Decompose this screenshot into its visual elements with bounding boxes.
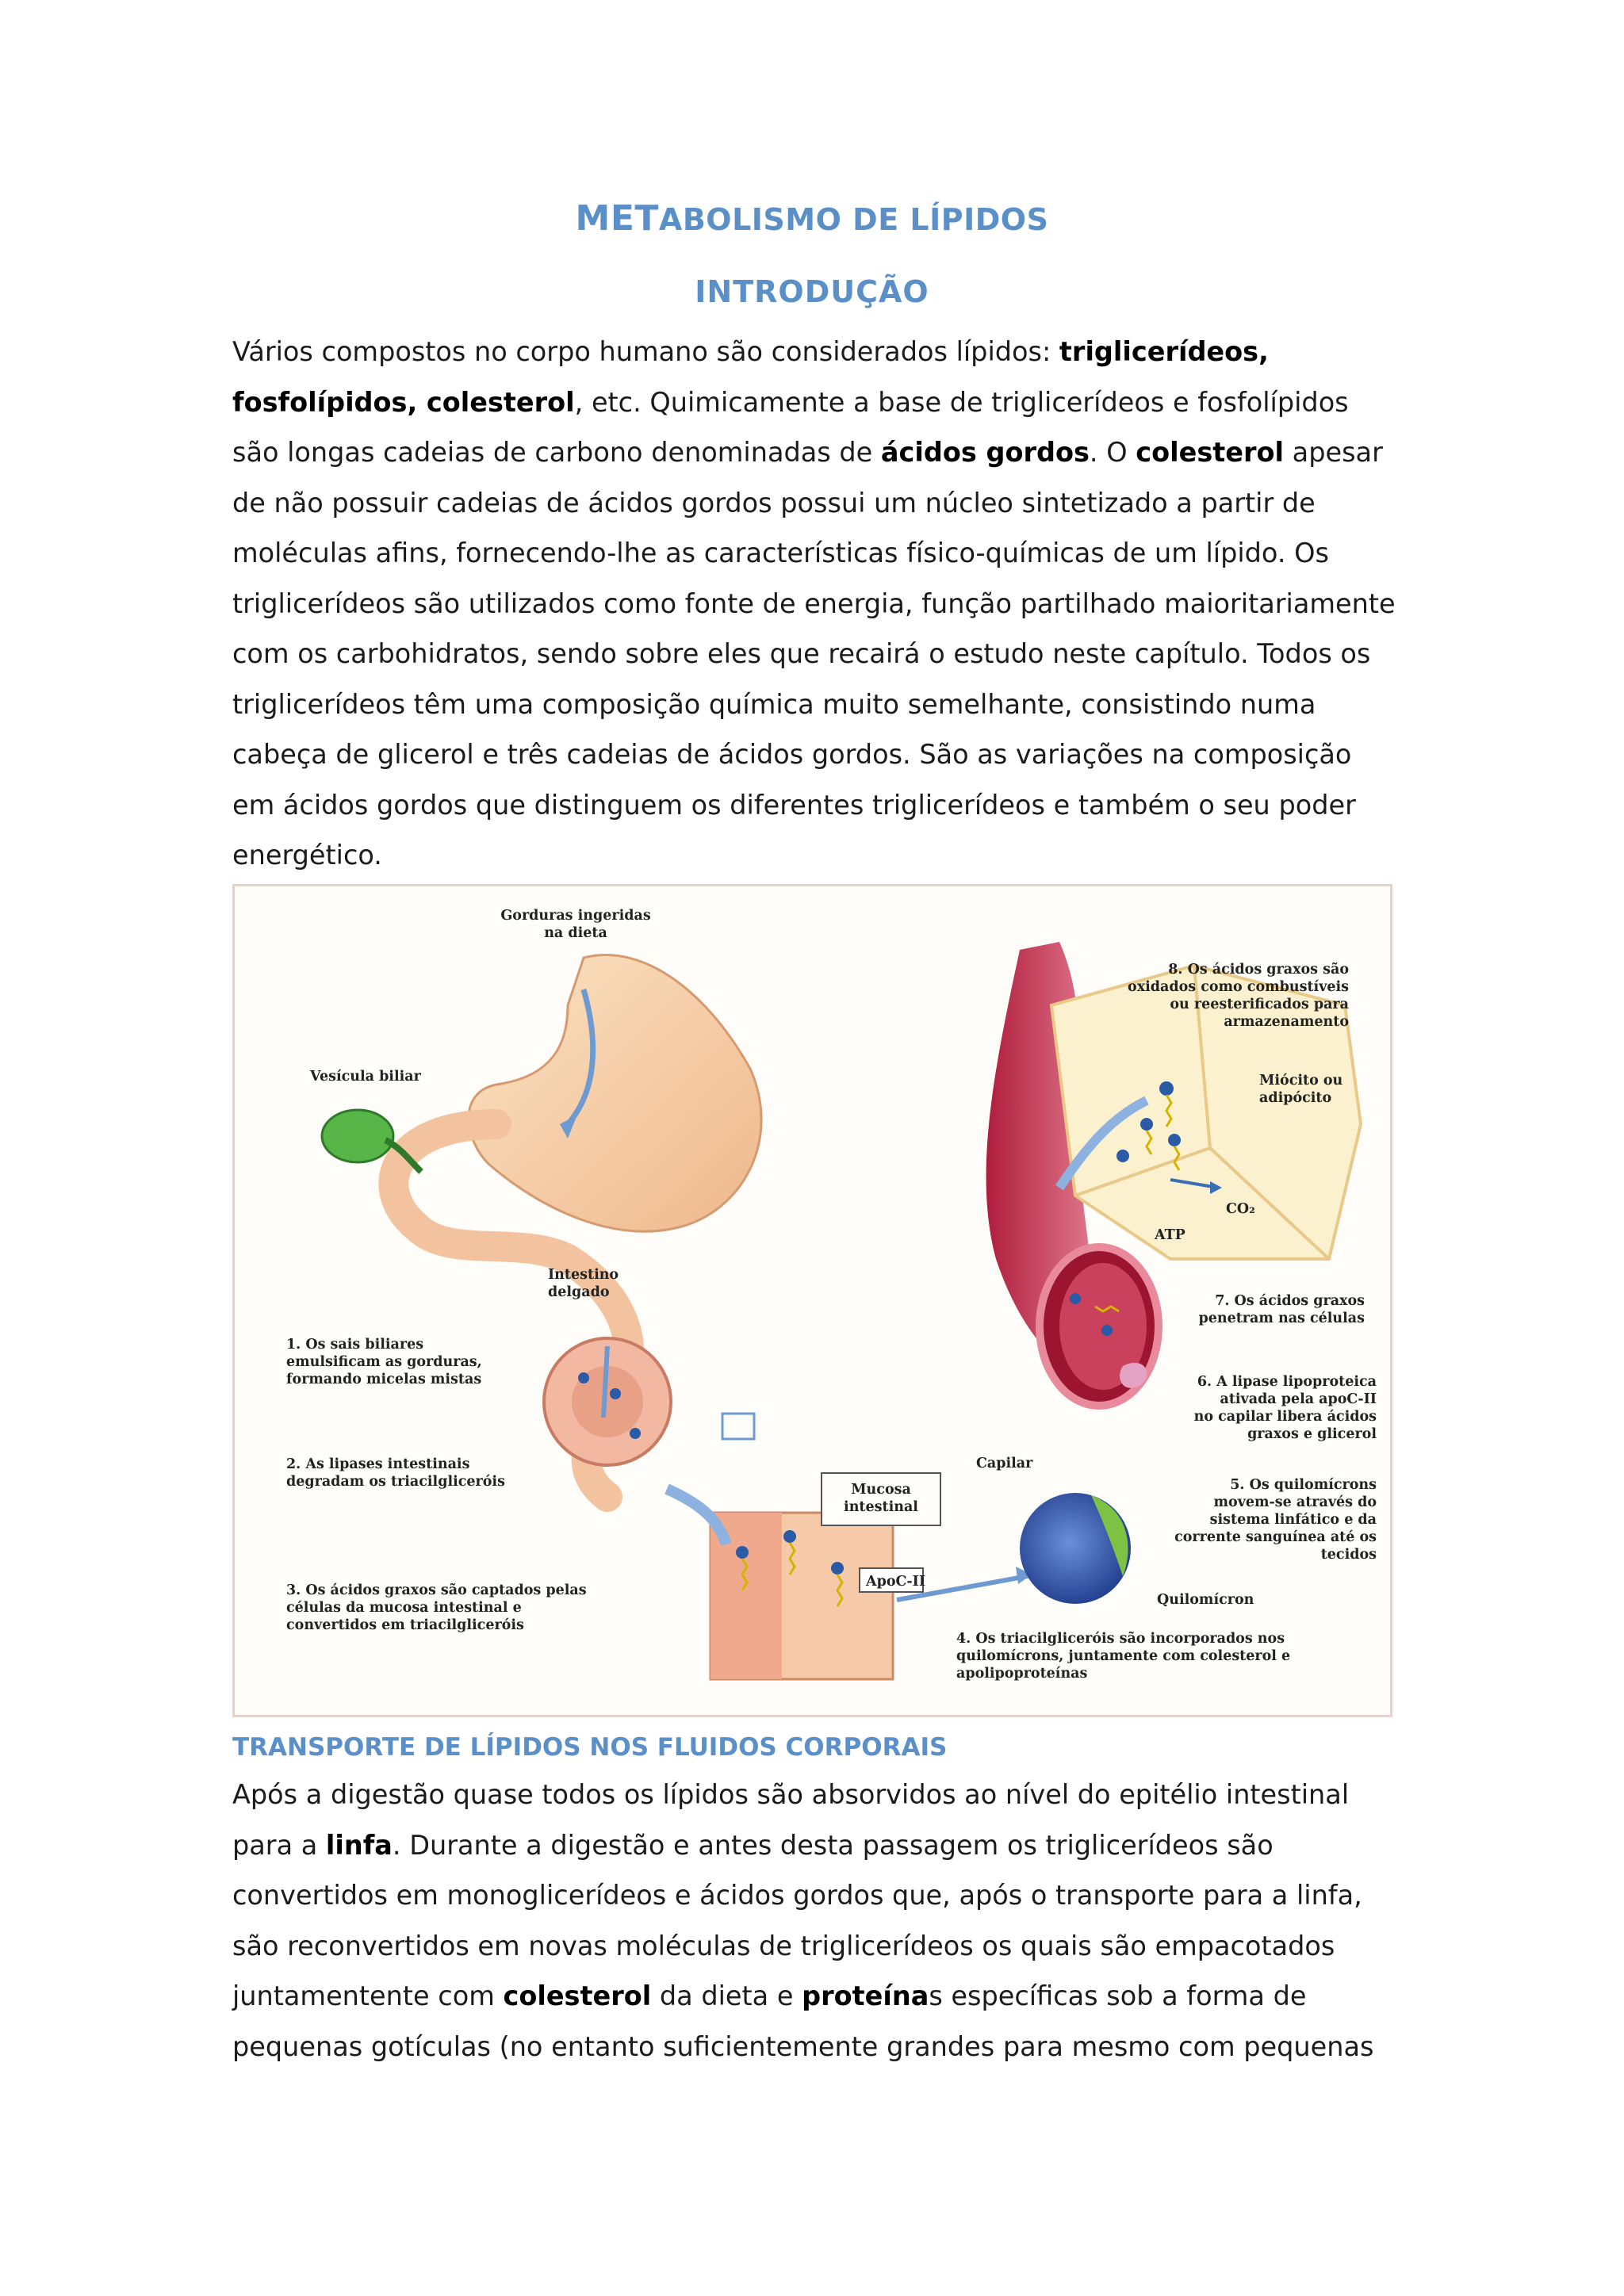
label-ingested-fats: Gorduras ingeridas na dieta <box>500 908 651 941</box>
label-step-5: 5. Os quilomícrons movem-se através do sistema linfático e da corrente sanguínea até os tecidos <box>1174 1477 1377 1563</box>
intro-paragraph: Vários compostos no corpo humano são considerados lípidos: triglicerídeos, fosfolípidos, colesterol, etc. Quimicamente a base de triglicerídeos e fosfolípidos são longas cadeias de carbono denominadas de ácidos gordos. O colesterol apesar de não possuir cadeias de ácidos gordos possui um núcleo sintetizado a partir de moléculas afins, fornecendo-lhe as características físico-químicas de um lípido. Os triglicerídeos são utilizados como fonte de energia, função partilhado maioritariamente com os carbohidratos, sendo sobre eles que recairá o estudo neste capítulo. Todos os triglicerídeos têm uma composição química muito semelhante, consistindo numa cabeça de glicerol e três cadeias de ácidos gordos. São as variações na composição em ácidos gordos que distinguem os diferentes triglicerídeos e também o seu poder energético. <box>232 336 1396 871</box>
label-chylomicron: Quilomícron <box>1157 1592 1254 1608</box>
label-apoc-ii: ApoC-II <box>866 1574 926 1590</box>
label-co2: CO₂ <box>1226 1201 1255 1217</box>
section-heading-transport: TRANSPORTE DE LÍPIDOS NOS FLUIDOS CORPORAIS <box>232 1733 948 1762</box>
label-step-2: 2. As lipases intestinais degradam os triacilgliceróis <box>286 1456 505 1490</box>
lipid-digestion-figure <box>232 884 1392 1717</box>
label-small-intestine: Intestino delgado <box>548 1267 619 1300</box>
label-step-4: 4. Os triacilgliceróis são incorporados nos quilomícrons, juntamente com colesterol e apolipoproteínas <box>956 1631 1291 1682</box>
label-step-1: 1. Os sais biliares emulsificam as gorduras, formando micelas mistas <box>286 1337 482 1387</box>
lipid-digestion-diagram <box>235 886 1390 1715</box>
stomach-shape <box>469 955 761 1232</box>
label-step-3: 3. Os ácidos graxos são captados pelas células da mucosa intestinal e convertidos em triacilgliceróis <box>286 1582 587 1633</box>
page-title: METABOLISMO DE LÍPIDOS <box>575 198 1049 239</box>
label-step-7: 7. Os ácidos graxos penetram nas células <box>1198 1293 1365 1326</box>
label-gallbladder: Vesícula biliar <box>310 1069 421 1085</box>
label-step-6: 6. A lipase lipoproteica ativada pela apoC-II no capilar libera ácidos graxos e glicerol <box>1193 1374 1377 1442</box>
gallbladder-shape <box>322 1110 393 1162</box>
section-heading-introduction: INTRODUÇÃO <box>695 274 929 309</box>
label-intestinal-mucosa: Mucosa intestinal <box>844 1482 918 1515</box>
label-myocyte: Miócito ou adipócito <box>1259 1073 1343 1106</box>
label-atp: ATP <box>1155 1227 1185 1243</box>
transport-paragraph: Após a digestão quase todos os lípidos são absorvidos ao nível do epitélio intestinal para a linfa. Durante a digestão e antes desta passagem os triglicerídeos são convertidos em monoglicerídeos e ácidos gordos que, após o transporte para a linfa, são reconvertidos em novas moléculas de triglicerídeos os quais são empacotados juntamentente com colesterol da dieta e proteínas específicas sob a forma de pequenas gotículas (no entanto suficientemente grandes para mesmo com pequenas <box>232 1779 1374 2062</box>
label-capillary: Capilar <box>976 1456 1033 1471</box>
label-step-8: 8. Os ácidos graxos são oxidados como combustíveis ou reesterificados para armazenamento <box>1128 962 1349 1030</box>
